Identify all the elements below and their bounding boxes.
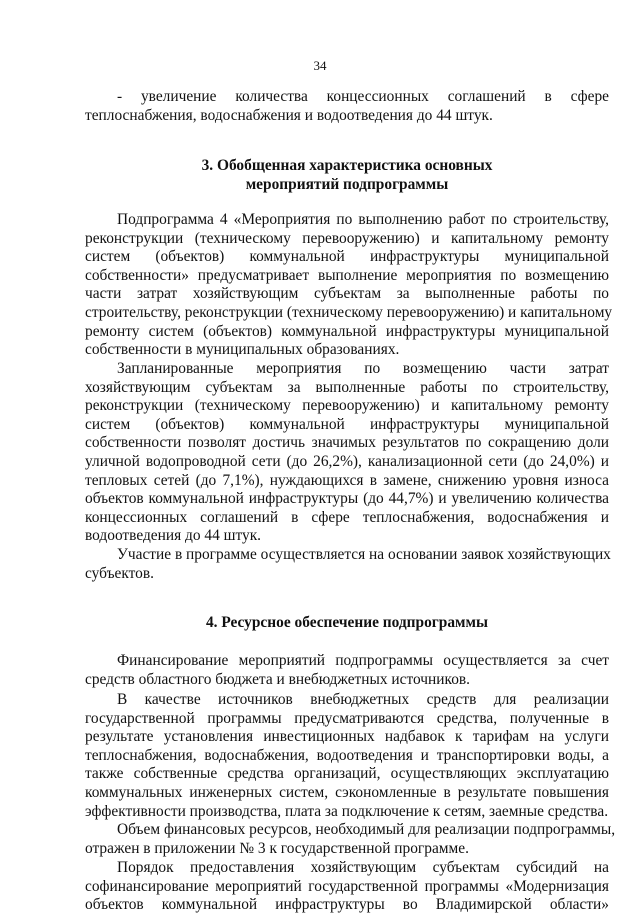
heading-line: мероприятий подпрограммы (245, 176, 449, 193)
text-line: систем (объектов) коммунальной инфраструктуры муниципальной (85, 248, 609, 266)
text-line: отражен в приложении № 3 к государственной программе. (85, 839, 469, 857)
text-line: эффективности производства, плата за подключение к сетям, заемные средства. (85, 802, 609, 820)
page-number: 34 (313, 58, 327, 73)
text-line: концессионных соглашений в сфере теплоснабжения, водоснабжения и (85, 508, 609, 526)
text-line: реконструкции (техническому перевооружению) и капитальному ремонту (85, 397, 609, 415)
text-line: Подпрограмма 4 «Мероприятия по выполнению работ по строительству, (117, 211, 609, 228)
text-line: коммунальных инженерных систем, сэкономленные в результате повышения (85, 783, 609, 801)
text-line: Участие в программе осуществляется на основании заявок хозяйствующих (117, 546, 611, 563)
text-line: В качестве источников внебюджетных средств для реализации (117, 691, 609, 708)
text-line: государственной программы предусматриваются средства, полученные в (85, 709, 609, 727)
text-line: тепловых сетей (до 7,1%), нуждающихся в замене, снижению уровня износа (85, 471, 609, 489)
text-line: Финансирование мероприятий подпрограммы осуществляется за счет (117, 652, 609, 669)
text-line: строительству, реконструкции (техническому перевооружению) и капитальному (85, 303, 613, 321)
heading-line: 3. Обобщенная характеристика основных (201, 157, 493, 174)
text-line: результате установления инвестиционных надбавок к тарифам на услуги (85, 728, 609, 746)
text-line: ремонту систем (объектов) коммунальной инфраструктуры муниципальной (85, 322, 609, 340)
text-line: также собственные средства организаций, осуществляющих эксплуатацию (85, 765, 609, 783)
heading-line: 4. Ресурсное обеспечение подпрограммы (205, 614, 489, 631)
section-3-paragraph-1 (85, 211, 613, 360)
text-line: уличной водопроводной сети (до 26,2%), канализационной сети (до 24,0%) и (85, 452, 609, 470)
text-line: хозяйствующим субъектам за выполненные работы по строительству, (85, 378, 609, 396)
section-4-paragraph-4 (85, 859, 609, 915)
section-3-paragraph-2 (85, 360, 609, 546)
intro-paragraph (85, 88, 609, 125)
text-line: реконструкции (техническому перевооружению) и капитальному ремонту (85, 229, 609, 247)
text-line: теплоснабжения, водоснабжения и водоотведения до 44 штук. (85, 106, 493, 124)
section-4-heading (85, 614, 609, 633)
text-line: собственности» предусматривает выполнение мероприятия по возмещению (85, 266, 609, 284)
text-line: субъектов. (85, 564, 154, 582)
text-line: Объем финансовых ресурсов, необходимый для реализации подпрограммы, (117, 821, 616, 838)
text-line: собственности позволят достичь значимых результатов по сокращению доли (85, 434, 609, 452)
text-line: Запланированные мероприятия по возмещению части затрат (117, 360, 609, 377)
text-line: - увеличение количества концессионных соглашений в сфере (117, 88, 609, 105)
text-line: софинансирование мероприятий государственной программы «Модернизация (85, 877, 609, 895)
text-line: объектов коммунальной инфраструктуры во Владимирской области» (85, 896, 609, 914)
text-line: Порядок предоставления хозяйствующим субъектам субсидий на (117, 859, 609, 876)
section-4-paragraph-1 (85, 652, 609, 689)
section-3-heading (85, 157, 609, 195)
text-line: водоотведения до 44 штук. (85, 527, 262, 545)
section-3-paragraph-3 (85, 546, 609, 583)
section-4-paragraph-3 (85, 821, 616, 858)
text-line: объектов коммунальной инфраструктуры (до 44,7%) и увеличению количества (85, 490, 609, 508)
text-line: собственности в муниципальных образованиях. (85, 341, 400, 359)
text-line: части затрат хозяйствующим субъектам за выполненные работы по (85, 285, 609, 303)
text-line: теплоснабжения, водоснабжения, водоотведения и транспортировки воды, а (85, 746, 609, 764)
text-line: систем (объектов) коммунальной инфраструктуры муниципальной (85, 415, 609, 433)
section-4-paragraph-2 (85, 691, 609, 821)
text-line: средств областного бюджета и внебюджетных источников. (85, 670, 471, 688)
